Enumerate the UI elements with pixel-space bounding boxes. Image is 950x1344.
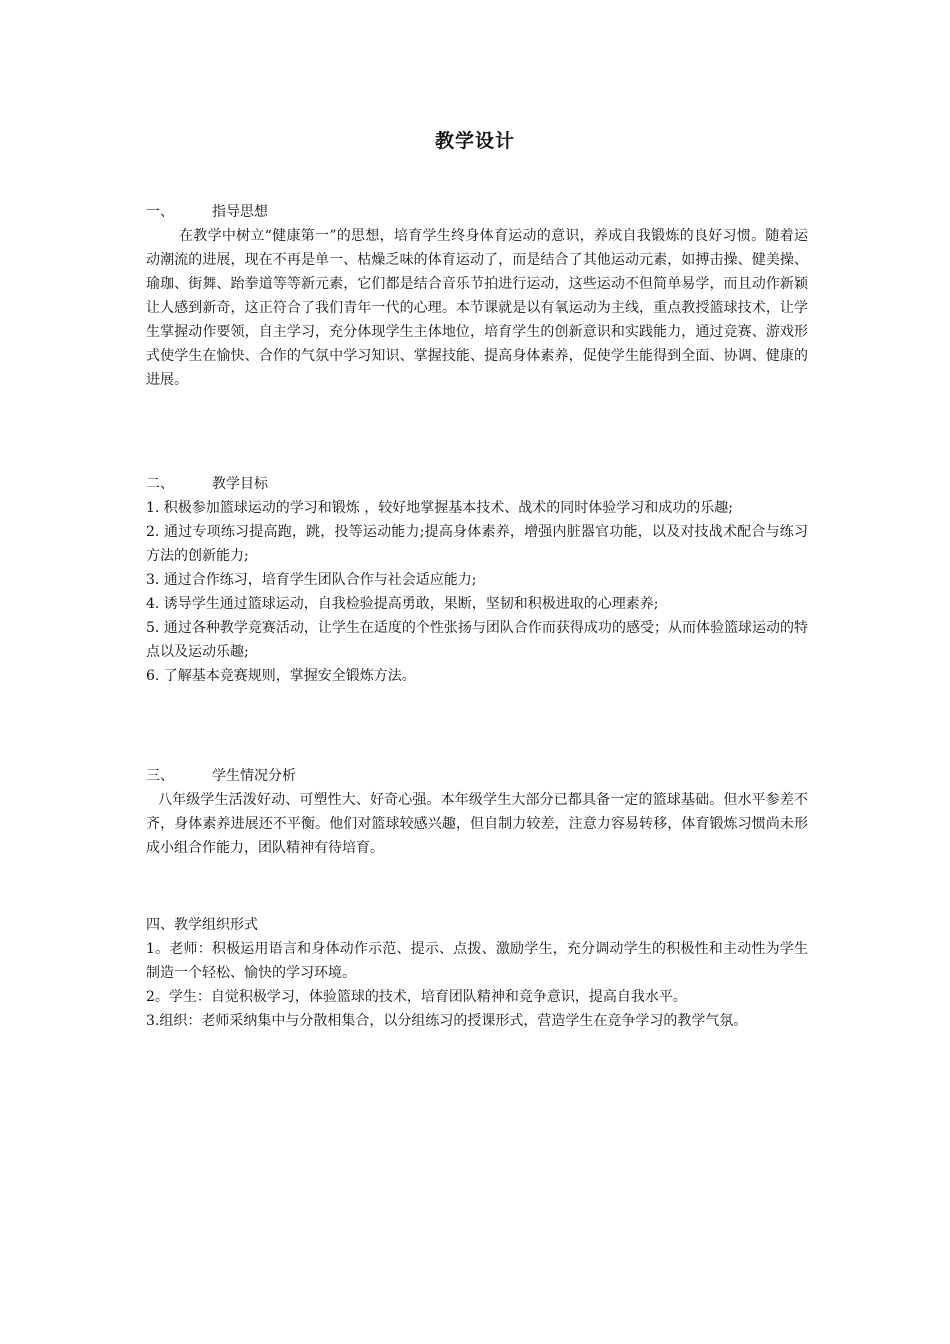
goal-item: 3. 通过合作练习，培育学生团队合作与社会适应能力; <box>146 572 477 588</box>
section-heading <box>146 765 808 788</box>
section-number: 三、 <box>146 768 174 784</box>
section-paragraph: 在教学中树立“健康第一”的思想，培育学生终身体育运动的意识，养成自我锻炼的良好习惯。随着运动潮流的进展，现在不再是单一、枯燥乏味的体育运动了，而是结合了其他运动元素，如搏击操、健美操、瑜珈、街舞、跆拳道等等新元素，它们都是结合音乐节拍进行运动，这些运动不但简单易学，而且动作新颖让人感到新奇，这正符合了我们青年一代的心理。本节课就是以有氧运动为主线，重点教授篮球技术，让学生掌握动作要领，自主学习，充分体现学生主体地位，培育学生的创新意识和实践能力，通过竞赛、游戏形式使学生在愉快、合作的气氛中学习知识、掌握技能、提高身体素养，促使学生能得到全面、协调、健康的进展。 <box>146 228 808 388</box>
section-student-analysis <box>146 765 808 860</box>
section-number: 二、 <box>146 476 174 492</box>
goal-item: 4. 诱导学生通过篮球运动，自我检验提高勇敢，果断，坚韧和积极进取的心理素养; <box>146 596 659 612</box>
goal-item: 1. 积极参加篮球运动的学习和锻炼 ，较好地掌握基本技术、战术的同时体验学习和成功的乐趣; <box>146 500 733 516</box>
section-paragraph: 八年级学生活泼好动、可塑性大、好奇心强。本年级学生大部分已都具备一定的篮球基础。但水平参差不齐，身体素养进展还不平衡。他们对篮球较感兴趣，但自制力较差，注意力容易转移，体育锻炼习惯尚未形成小组合作能力，团队精神有待培育。 <box>146 792 808 856</box>
goal-item: 5. 通过各种教学竞赛活动，让学生在适度的个性张扬与团队合作而获得成功的感受；从而体验篮球运动的特点以及运动乐趣; <box>146 620 808 660</box>
section-title: 教学目标 <box>212 476 268 492</box>
section-organization <box>146 914 808 1033</box>
document-title: 教学设计 <box>434 130 515 152</box>
section-guiding-thought <box>146 201 808 392</box>
goal-item: 2. 通过专项练习提高跑，跳，投等运动能力;提高身体素养，增强内脏器官功能，以及对技战术配合与练习方法的创新能力; <box>146 524 808 564</box>
section-heading <box>146 201 808 224</box>
section-heading: 四、教学组织形式 <box>146 917 258 933</box>
section-number: 一、 <box>146 204 174 220</box>
section-heading <box>146 473 808 496</box>
organization-item: 1。老师：积极运用语言和身体动作示范、提示、点拨、激励学生，充分调动学生的积极性和主动性为学生制造一个轻松、愉快的学习环境。 <box>146 941 808 981</box>
section-title: 学生情况分析 <box>212 768 296 784</box>
section-title: 指导思想 <box>212 204 268 220</box>
section-teaching-goals <box>146 473 808 688</box>
organization-item: 2。学生：自觉积极学习，体验篮球的技术，培育团队精神和竞争意识，提高自我水平。 <box>146 989 687 1005</box>
organization-item: 3.组织：老师采纳集中与分散相集合，以分组练习的授课形式，营造学生在竞争学习的教学气氛。 <box>146 1013 748 1029</box>
goal-item: 6. 了解基本竞赛规则，掌握安全锻炼方法。 <box>146 668 416 684</box>
